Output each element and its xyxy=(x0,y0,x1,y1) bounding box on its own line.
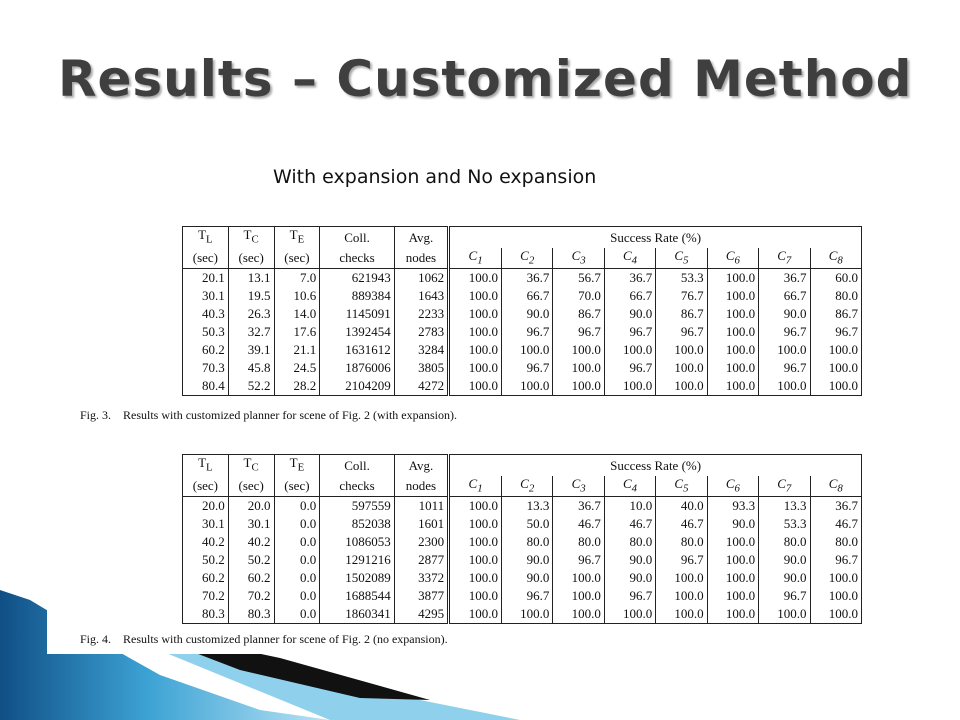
coll-checks-label: checks xyxy=(320,248,394,269)
col-header-coll: Coll. xyxy=(320,455,394,476)
table-cell: 100.0 xyxy=(449,569,502,587)
table-cell: 0.0 xyxy=(274,515,320,533)
table-cell: 46.7 xyxy=(553,515,604,533)
table-cell: 100.0 xyxy=(707,605,758,624)
class-header: $C_8$ xyxy=(810,248,861,269)
slide-title: Results – Customized Method xyxy=(58,50,913,108)
table-row xyxy=(183,305,862,323)
table-cell: 66.7 xyxy=(759,287,810,305)
table-cell: 0.0 xyxy=(274,587,320,605)
table-cell: 100.0 xyxy=(656,359,707,377)
table-cell: 100.0 xyxy=(810,569,861,587)
table-cell: 90.0 xyxy=(759,305,810,323)
table-cell: 100.0 xyxy=(810,587,861,605)
table-cell: 100.0 xyxy=(449,341,502,359)
table-cell: 100.0 xyxy=(553,569,604,587)
table-cell: 19.5 xyxy=(228,287,274,305)
table-cell: 100.0 xyxy=(656,377,707,396)
figure-caption-4 xyxy=(80,632,448,647)
table-cell: 26.3 xyxy=(228,305,274,323)
table-cell: 46.7 xyxy=(656,515,707,533)
table-cell: 1062 xyxy=(394,269,448,288)
caption-label: Fig. 4. xyxy=(80,632,112,646)
table-cell: 39.1 xyxy=(228,341,274,359)
table-cell: 10.0 xyxy=(604,497,655,516)
table-cell: 56.7 xyxy=(553,269,604,288)
table-cell: 28.2 xyxy=(274,377,320,396)
table-cell: 80.3 xyxy=(228,605,274,624)
table-cell: 2104209 xyxy=(320,377,394,396)
table-cell: 90.0 xyxy=(604,305,655,323)
table-cell: 100.0 xyxy=(553,377,604,396)
table-cell: 2300 xyxy=(394,533,448,551)
table-cell: 13.3 xyxy=(759,497,810,516)
table-cell: 96.7 xyxy=(604,587,655,605)
table-cell: 80.0 xyxy=(553,533,604,551)
table-cell: 13.3 xyxy=(501,497,552,516)
col-header-avg: Avg. xyxy=(394,227,448,248)
table-cell: 60.2 xyxy=(202,570,225,586)
table-cell: 80.0 xyxy=(810,533,861,551)
class-header: $C_4$ xyxy=(604,476,655,497)
table-cell: 100.0 xyxy=(810,341,861,359)
table-cell: 1086053 xyxy=(320,533,394,551)
table-cell: 96.7 xyxy=(553,323,604,341)
class-header: $C_1$ xyxy=(449,476,502,497)
col-header-te: $T_E$ xyxy=(274,455,320,476)
table-cell: 70.3 xyxy=(202,360,225,376)
table-cell: 100.0 xyxy=(604,341,655,359)
table-cell: 50.2 xyxy=(228,551,274,569)
table-cell: 100.0 xyxy=(656,569,707,587)
table-cell: 100.0 xyxy=(707,269,758,288)
table-cell: 14.0 xyxy=(274,305,320,323)
table-cell: 0.0 xyxy=(274,569,320,587)
table-cell: 96.7 xyxy=(810,323,861,341)
table-row xyxy=(183,377,862,396)
table-cell: 20.1 xyxy=(202,270,225,286)
unit-tl: (sec) xyxy=(183,248,229,269)
table-cell: 2233 xyxy=(394,305,448,323)
col-header-avg: Avg. xyxy=(394,455,448,476)
table-cell: 13.1 xyxy=(228,269,274,288)
table-cell: 100.0 xyxy=(707,587,758,605)
table-cell: 93.3 xyxy=(707,497,758,516)
table-cell: 100.0 xyxy=(449,587,502,605)
table-cell: 96.7 xyxy=(759,323,810,341)
table-cell: 100.0 xyxy=(553,359,604,377)
table-cell: 40.0 xyxy=(656,497,707,516)
table-cell: 100.0 xyxy=(656,605,707,624)
table-cell: 4272 xyxy=(394,377,448,396)
table-cell: 3372 xyxy=(394,569,448,587)
figure-caption-3 xyxy=(80,408,457,423)
table-cell: 50.3 xyxy=(202,324,225,340)
success-rate-header: Success Rate (%) xyxy=(449,455,862,476)
table-cell: 24.5 xyxy=(274,359,320,377)
coll-checks-label: checks xyxy=(320,476,394,497)
col-header-tc: $T_C$ xyxy=(228,455,274,476)
table-cell: 10.6 xyxy=(274,287,320,305)
table-cell: 40.2 xyxy=(228,533,274,551)
table-cell: 96.7 xyxy=(656,323,707,341)
table-cell: 90.0 xyxy=(501,305,552,323)
table-row xyxy=(183,587,862,605)
table-cell: 100.0 xyxy=(707,341,758,359)
table-cell: 100.0 xyxy=(553,605,604,624)
table-cell: 1601 xyxy=(394,515,448,533)
table-cell: 96.7 xyxy=(553,551,604,569)
table-cell: 3284 xyxy=(394,341,448,359)
success-rate-header: Success Rate (%) xyxy=(449,227,862,248)
table-cell: 30.1 xyxy=(202,288,225,304)
table-cell: 60.2 xyxy=(228,569,274,587)
table-cell: 100.0 xyxy=(604,605,655,624)
table-cell: 86.7 xyxy=(656,305,707,323)
table-cell: 90.0 xyxy=(604,551,655,569)
table-cell: 80.0 xyxy=(656,533,707,551)
table-cell: 1643 xyxy=(394,287,448,305)
table-cell: 80.0 xyxy=(810,287,861,305)
unit-tl: (sec) xyxy=(183,476,229,497)
table-cell: 100.0 xyxy=(501,341,552,359)
class-header: $C_1$ xyxy=(449,248,502,269)
table-cell: 36.7 xyxy=(501,269,552,288)
class-header: $C_5$ xyxy=(656,476,707,497)
unit-tc: (sec) xyxy=(228,476,274,497)
table-cell: 17.6 xyxy=(274,323,320,341)
table-cell: 100.0 xyxy=(810,605,861,624)
results-table-expansion xyxy=(182,226,862,396)
table-cell: 60.0 xyxy=(810,269,861,288)
table-cell: 96.7 xyxy=(501,323,552,341)
table-cell: 621943 xyxy=(320,269,394,288)
table-cell: 100.0 xyxy=(553,587,604,605)
table-cell: 3805 xyxy=(394,359,448,377)
table-cell: 1392454 xyxy=(320,323,394,341)
table-cell: 70.2 xyxy=(228,587,274,605)
avg-nodes-label: nodes xyxy=(394,476,448,497)
table-cell: 100.0 xyxy=(449,551,502,569)
table-cell: 100.0 xyxy=(449,287,502,305)
table-cell: 1291216 xyxy=(320,551,394,569)
table-cell: 852038 xyxy=(320,515,394,533)
table-cell: 76.7 xyxy=(656,287,707,305)
table-cell: 80.0 xyxy=(759,533,810,551)
table-cell: 53.3 xyxy=(759,515,810,533)
table-cell: 40.3 xyxy=(202,306,225,322)
unit-te: (sec) xyxy=(274,248,320,269)
table-cell: 52.2 xyxy=(228,377,274,396)
table-cell: 100.0 xyxy=(449,305,502,323)
class-header: $C_4$ xyxy=(604,248,655,269)
table-cell: 80.0 xyxy=(501,533,552,551)
table-cell: 1502089 xyxy=(320,569,394,587)
table-cell: 100.0 xyxy=(553,341,604,359)
avg-nodes-label: nodes xyxy=(394,248,448,269)
table-cell: 1860341 xyxy=(320,605,394,624)
table-cell: 66.7 xyxy=(604,287,655,305)
table-cell: 86.7 xyxy=(810,305,861,323)
table-cell: 100.0 xyxy=(604,377,655,396)
table-cell: 2877 xyxy=(394,551,448,569)
table-cell: 1631612 xyxy=(320,341,394,359)
class-header: $C_7$ xyxy=(759,476,810,497)
table-cell: 1688544 xyxy=(320,587,394,605)
table-cell: 50.2 xyxy=(202,552,225,568)
table-cell: 597559 xyxy=(320,497,394,516)
table-cell: 96.7 xyxy=(759,359,810,377)
class-header: $C_2$ xyxy=(501,476,552,497)
table-cell: 21.1 xyxy=(274,341,320,359)
table-cell: 3877 xyxy=(394,587,448,605)
class-header: $C_8$ xyxy=(810,476,861,497)
slide-subtitle: With expansion and No expansion xyxy=(273,166,597,188)
class-header: $C_2$ xyxy=(501,248,552,269)
table-cell: 100.0 xyxy=(656,341,707,359)
table-cell: 36.7 xyxy=(759,269,810,288)
table-cell: 1876006 xyxy=(320,359,394,377)
class-header: $C_3$ xyxy=(553,248,604,269)
table-cell: 20.0 xyxy=(228,497,274,516)
table-cell: 100.0 xyxy=(707,359,758,377)
table-cell: 90.0 xyxy=(707,515,758,533)
class-header: $C_7$ xyxy=(759,248,810,269)
table-cell: 1011 xyxy=(394,497,448,516)
table-cell: 100.0 xyxy=(707,533,758,551)
table-cell: 100.0 xyxy=(759,377,810,396)
table-cell: 4295 xyxy=(394,605,448,624)
table-cell: 36.7 xyxy=(604,269,655,288)
table-row xyxy=(183,497,862,516)
table-cell: 100.0 xyxy=(449,533,502,551)
table-cell: 889384 xyxy=(320,287,394,305)
class-header: $C_6$ xyxy=(707,476,758,497)
unit-tc: (sec) xyxy=(228,248,274,269)
table-cell: 100.0 xyxy=(707,323,758,341)
table-cell: 100.0 xyxy=(707,305,758,323)
table-cell: 96.7 xyxy=(656,551,707,569)
class-header: $C_5$ xyxy=(656,248,707,269)
table-cell: 90.0 xyxy=(759,569,810,587)
table-row xyxy=(183,359,862,377)
table-no-expansion xyxy=(182,454,862,624)
caption-label: Fig. 3. xyxy=(80,408,112,422)
table-cell: 96.7 xyxy=(501,359,552,377)
table-row xyxy=(183,605,862,624)
table-cell: 0.0 xyxy=(274,533,320,551)
table-cell: 2783 xyxy=(394,323,448,341)
table-row xyxy=(183,341,862,359)
table-cell: 30.1 xyxy=(228,515,274,533)
table-cell: 100.0 xyxy=(501,605,552,624)
table-cell: 100.0 xyxy=(449,605,502,624)
table-cell: 96.7 xyxy=(759,587,810,605)
table-cell: 100.0 xyxy=(759,341,810,359)
table-cell: 50.0 xyxy=(501,515,552,533)
table-cell: 100.0 xyxy=(449,515,502,533)
table-cell: 0.0 xyxy=(274,551,320,569)
table-cell: 100.0 xyxy=(501,377,552,396)
table-cell: 100.0 xyxy=(449,323,502,341)
col-header-tl: $T_L$ xyxy=(198,455,213,474)
table-row xyxy=(183,269,862,288)
table-row xyxy=(183,533,862,551)
table-cell: 100.0 xyxy=(707,551,758,569)
table-cell: 70.2 xyxy=(202,588,225,604)
table-cell: 7.0 xyxy=(274,269,320,288)
table-cell: 80.3 xyxy=(202,606,225,622)
table-cell: 96.7 xyxy=(604,323,655,341)
table-row xyxy=(183,515,862,533)
table-row xyxy=(183,287,862,305)
table-cell: 32.7 xyxy=(228,323,274,341)
table-cell: 90.0 xyxy=(604,569,655,587)
table-cell: 90.0 xyxy=(501,551,552,569)
table-with-expansion xyxy=(182,226,862,396)
class-header: $C_3$ xyxy=(553,476,604,497)
table-cell: 100.0 xyxy=(449,269,502,288)
unit-te: (sec) xyxy=(274,476,320,497)
results-table-no-expansion xyxy=(182,454,862,624)
col-header-tc: $T_C$ xyxy=(228,227,274,248)
table-cell: 100.0 xyxy=(707,377,758,396)
table-cell: 36.7 xyxy=(810,497,861,516)
table-cell: 53.3 xyxy=(656,269,707,288)
table-row xyxy=(183,569,862,587)
table-cell: 36.7 xyxy=(553,497,604,516)
table-cell: 100.0 xyxy=(759,605,810,624)
table-cell: 100.0 xyxy=(449,497,502,516)
caption-text: Results with customized planner for scene of Fig. 2 (with expansion). xyxy=(123,408,457,422)
table-cell: 96.7 xyxy=(501,587,552,605)
table-cell: 100.0 xyxy=(449,377,502,396)
table-cell: 100.0 xyxy=(707,287,758,305)
table-cell: 80.0 xyxy=(604,533,655,551)
table-cell: 96.7 xyxy=(810,551,861,569)
table-cell: 100.0 xyxy=(810,377,861,396)
table-cell: 70.0 xyxy=(553,287,604,305)
caption-text: Results with customized planner for scene of Fig. 2 (no expansion). xyxy=(123,632,448,646)
table-body xyxy=(183,269,862,396)
table-cell: 30.1 xyxy=(202,516,225,532)
table-cell: 86.7 xyxy=(553,305,604,323)
table-cell: 90.0 xyxy=(501,569,552,587)
table-cell: 45.8 xyxy=(228,359,274,377)
table-row xyxy=(183,551,862,569)
col-header-tl: $T_L$ xyxy=(198,227,213,246)
class-header: $C_6$ xyxy=(707,248,758,269)
table-cell: 100.0 xyxy=(656,587,707,605)
table-cell: 100.0 xyxy=(707,569,758,587)
table-cell: 66.7 xyxy=(501,287,552,305)
table-cell: 46.7 xyxy=(604,515,655,533)
table-cell: 0.0 xyxy=(274,605,320,624)
table-cell: 80.4 xyxy=(202,378,225,394)
col-header-te: $T_E$ xyxy=(274,227,320,248)
table-cell: 96.7 xyxy=(604,359,655,377)
table-row xyxy=(183,323,862,341)
table-cell: 46.7 xyxy=(810,515,861,533)
table-cell: 20.0 xyxy=(202,498,225,514)
table-cell: 1145091 xyxy=(320,305,394,323)
table-cell: 40.2 xyxy=(202,534,225,550)
table-cell: 60.2 xyxy=(202,342,225,358)
table-cell: 90.0 xyxy=(759,551,810,569)
table-cell: 100.0 xyxy=(449,359,502,377)
table-cell: 0.0 xyxy=(274,497,320,516)
table-cell: 100.0 xyxy=(810,359,861,377)
table-body xyxy=(183,497,862,624)
col-header-coll: Coll. xyxy=(320,227,394,248)
